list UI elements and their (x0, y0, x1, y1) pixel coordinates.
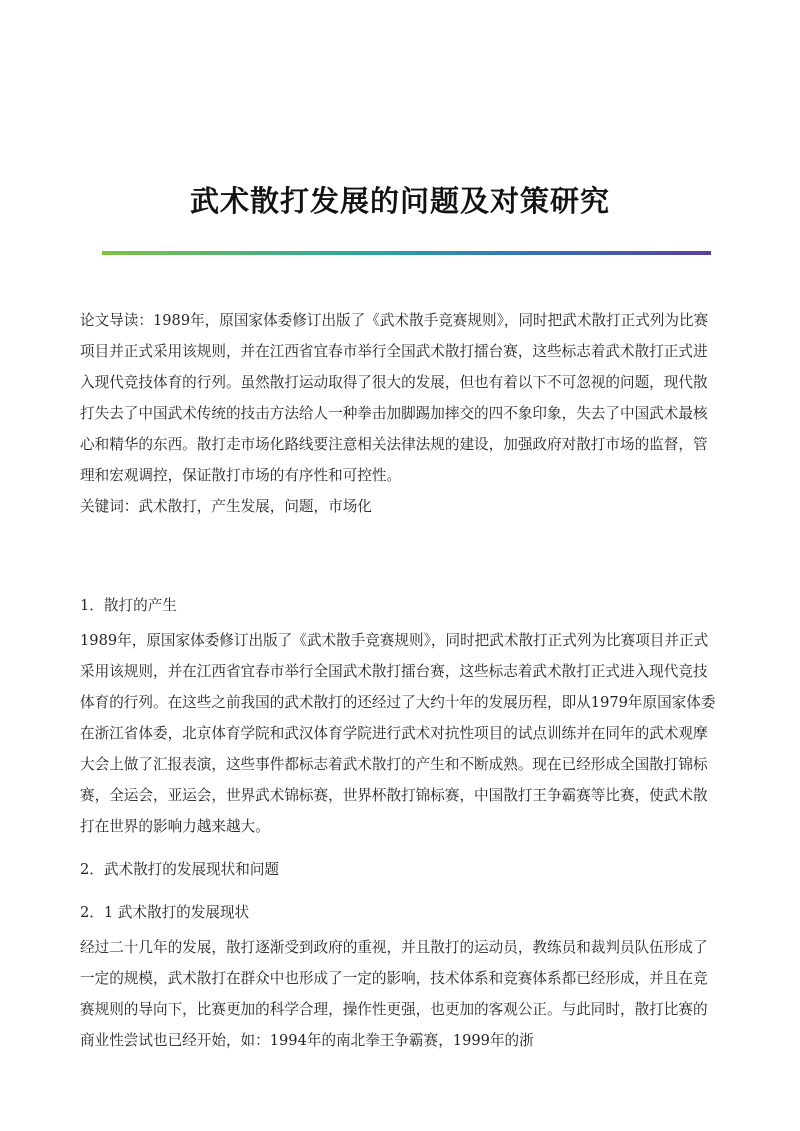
section-heading-2: 2．武术散打的发展现状和问题 (80, 861, 280, 878)
document-title: 武术散打发展的问题及对策研究 (189, 184, 610, 219)
section-2-1-paragraph: 经过二十几年的发展，散打逐渐受到政府的重视，并且散打的运动员，教练员和裁判员队伍形成了一定的规模，武术散打在群众中也形成了一定的影响，技术体系和竞赛体系都已经形成，并且在竞赛规则的导向下，比赛更加的科学合理，操作性更强，也更加的客观公正。与此同时，散打比赛的商业性尝试也已经开始，如：1994年的南北拳王争霸赛，1999年的浙 (80, 939, 708, 1049)
section-1-paragraph: 1989年，原国家体委修订出版了《武术散手竞赛规则》，同时把武术散打正式列为比赛项目并正式采用该规则，并在江西省宜春市举行全国武术散打擂台赛，这些标志着武术散打正式进入现代竞技体育的行列。在这些之前我国的武术散打的还经过了大约十年的发展历程，即从1979年原国家体委在浙江省体委，北京体育学院和武汉体育学院进行武术对抗性项目的试点训练并在同年的武术观摩大会上做了汇报表演，这些事件都标志着武术散打的产生和不断成熟。现在已经形成全国散打锦标赛，全运会，亚运会，世界武术锦标赛，世界杯散打锦标赛，中国散打王争霸赛等比赛，使武术散打在世界的影响力越来越大。 (80, 632, 716, 835)
section-heading-1: 1．散打的产生 (80, 597, 177, 614)
section-heading-2-1: 2．1 武术散打的发展现状 (80, 904, 250, 921)
abstract-paragraph: 论文导读：1989年，原国家体委修订出版了《武术散手竞赛规则》，同时把武术散打正式列为比赛项目并正式采用该规则，并在江西省宜春市举行全国武术散打擂台赛，这些标志着武术散打正式进入现代竞技体育的行列。虽然散打运动取得了很大的发展，但也有着以下不可忽视的问题，现代散打失去了中国武术传统的技击方法给人一种拳击加脚踢加摔交的四不象印象，失去了中国武术最核心和精华的东西。散打走市场化路线要注意相关法律法规的建设，加强政府对散打市场的监督，管理和宏观调控，保证散打市场的有序性和可控性。 (80, 312, 709, 484)
keywords-line: 关键词：武术散打，产生发展，问题，市场化 (80, 498, 372, 515)
title-divider (102, 251, 711, 255)
